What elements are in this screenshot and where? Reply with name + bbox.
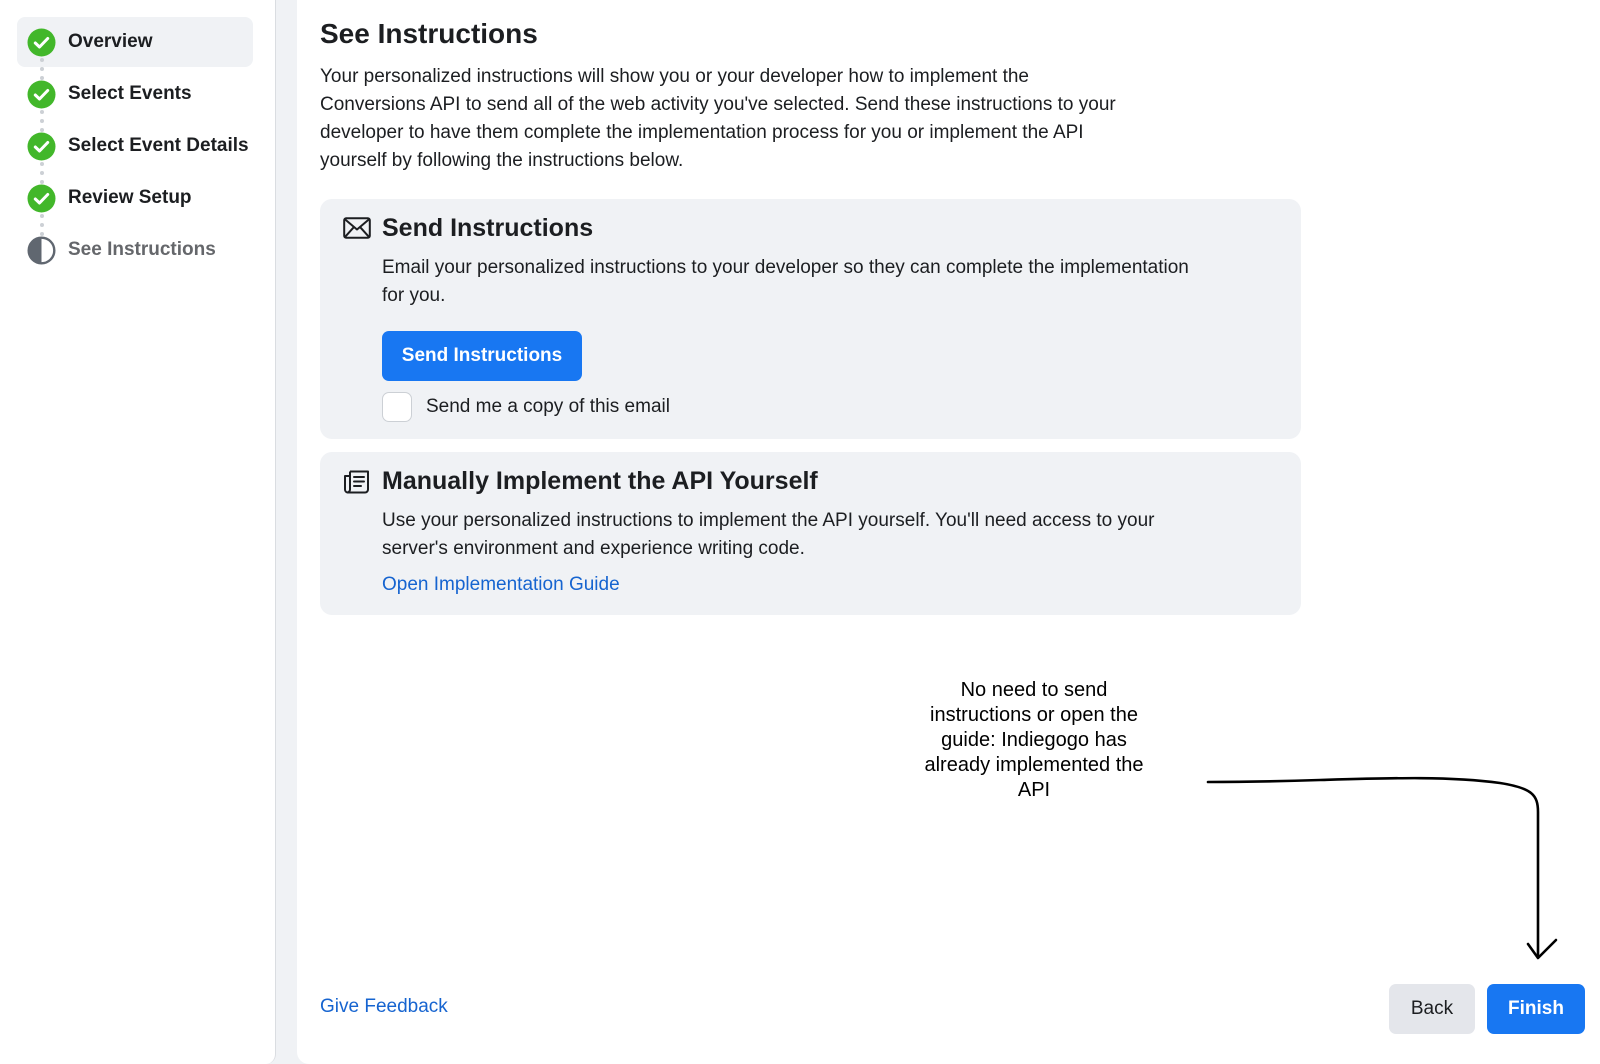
instructions-panel: [297, 0, 1600, 1064]
finish-button[interactable]: Finish: [1487, 984, 1585, 1034]
intro-text: Your personalized instructions will show you or your developer how to implement the Conversions API to send all of the web activity you've selected. Send these instructions to your developer to have them complete the implementation process for you or implement the API yourself by following the instructions below.: [320, 66, 1116, 171]
step-label: See Instructions: [68, 239, 216, 260]
document-icon: [342, 466, 372, 496]
half-circle-icon: [27, 236, 56, 265]
step-label: Overview: [68, 31, 153, 52]
send-instructions-card: [320, 199, 1301, 439]
envelope-icon: [342, 213, 372, 243]
step-review-setup[interactable]: [17, 173, 253, 223]
annotation-note: No need to send instructions or open the guide: Indiegogo has already implemented the API: [924, 679, 1144, 801]
setup-steps-sidebar: [0, 0, 276, 1064]
step-see-instructions[interactable]: [17, 225, 253, 275]
step-select-events[interactable]: [17, 69, 253, 119]
card-header: [342, 466, 818, 496]
check-circle-icon: [27, 28, 56, 57]
page-title: See Instructions: [320, 18, 538, 49]
step-label: Review Setup: [68, 187, 192, 208]
card-title: Manually Implement the API Yourself: [382, 466, 818, 495]
check-circle-icon: [27, 132, 56, 161]
back-button[interactable]: Back: [1389, 984, 1475, 1034]
step-label: Select Event Details: [68, 135, 249, 156]
open-implementation-guide-link[interactable]: Open Implementation Guide: [382, 574, 620, 595]
check-circle-icon: [27, 80, 56, 109]
send-copy-option[interactable]: [382, 392, 670, 422]
give-feedback-link[interactable]: Give Feedback: [320, 996, 448, 1017]
step-label: Select Events: [68, 83, 192, 104]
card-header: [342, 213, 593, 243]
step-select-event-details[interactable]: [17, 121, 253, 171]
card-title: Send Instructions: [382, 213, 594, 242]
send-copy-checkbox[interactable]: [382, 392, 412, 422]
send-instructions-button[interactable]: Send Instructions: [382, 331, 582, 381]
card-description: Email your personalized instructions to your developer so they can complete the implementation for you.: [382, 257, 1189, 306]
send-copy-label: Send me a copy of this email: [426, 396, 670, 417]
check-circle-icon: [27, 184, 56, 213]
step-overview[interactable]: [17, 17, 253, 67]
card-description: Use your personalized instructions to implement the API yourself. You'll need access to your server's environment and experience writing code.: [382, 510, 1155, 559]
manual-implementation-card: [320, 452, 1301, 615]
